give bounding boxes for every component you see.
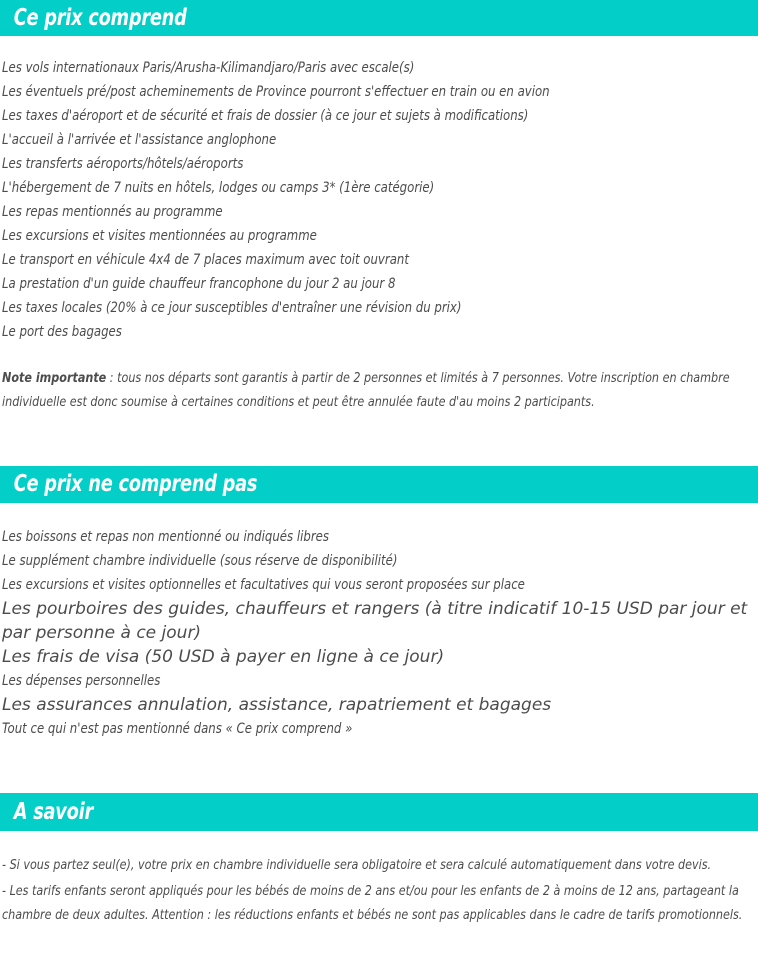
- list-item: Les repas mentionnés au programme: [2, 204, 223, 220]
- section-header-to-know: [0, 793, 758, 831]
- section-title-to-know: A savoir: [13, 798, 93, 825]
- spacer: [0, 503, 758, 525]
- list-item: Les dépenses personnelles: [2, 673, 161, 689]
- paragraph: - Les tarifs enfants seront appliqués pour les bébés de moins de 2 ans et/ou pour les enfants de 2 à moins de 12 ans, partageant la chambre de deux adultes. Attention : les réductions enfants et bébés ne sont pas applicables dans le cadre de tarifs promotionnels.: [2, 883, 743, 923]
- section-title-not-included: Ce prix ne comprend pas: [13, 471, 258, 497]
- list-item: Les frais de visa (50 USD à payer en ligne à ce jour): [2, 647, 445, 667]
- spacer: [2, 344, 750, 366]
- list-item: L'hébergement de 7 nuits en hôtels, lodges ou camps 3* (1ère catégorie): [2, 180, 435, 196]
- list-item: L'accueil à l'arrivée et l'assistance anglophone: [2, 132, 277, 148]
- section-title-included: Ce prix comprend: [13, 4, 187, 31]
- important-note: [2, 366, 749, 414]
- list-item: Le transport en véhicule 4x4 de 7 places maximum avec toit ouvrant: [2, 252, 409, 268]
- list-item: Les boissons et repas non mentionné ou indiqués libres: [2, 529, 329, 545]
- spacer: [0, 414, 758, 466]
- section-body-included: [0, 56, 758, 414]
- section-body-to-know: [0, 853, 758, 927]
- list-item: Les taxes locales (20% à ce jour susceptibles d'entraîner une révision du prix): [2, 300, 462, 316]
- paragraph: - Si vous partez seul(e), votre prix en chambre individuelle sera obligatoire et sera calculé automatiquement dans votre devis.: [2, 857, 712, 873]
- spacer: [0, 741, 758, 793]
- section-header-not-included: [0, 466, 758, 503]
- list-item: Les taxes d'aéroport et de sécurité et frais de dossier (à ce jour et sujets à modifications): [2, 108, 529, 124]
- list-item: Le port des bagages: [2, 324, 122, 340]
- list-item: Le supplément chambre individuelle (sous réserve de disponibilité): [2, 553, 398, 569]
- list-item: Les transferts aéroports/hôtels/aéroports: [2, 156, 244, 172]
- spacer: [0, 36, 758, 56]
- list-item: Tout ce qui n'est pas mentionné dans « Ce prix comprend »: [2, 721, 353, 737]
- list-item: Les pourboires des guides, chauffeurs et rangers (à titre indicatif 10-15 USD par jour et par personne à ce jour): [2, 599, 748, 643]
- spacer: [0, 831, 758, 853]
- list-item: Les assurances annulation, assistance, rapatriement et bagages: [2, 695, 552, 715]
- list-item: La prestation d'un guide chauffeur francophone du jour 2 au jour 8: [2, 276, 396, 292]
- list-item: Les éventuels pré/post acheminements de Province pourront s'effectuer en train ou en avion: [2, 84, 550, 100]
- important-note-label: Note importante: [2, 370, 107, 386]
- list-item: Les excursions et visites mentionnées au programme: [2, 228, 317, 244]
- list-item: Les vols internationaux Paris/Arusha-Kilimandjaro/Paris avec escale(s): [2, 60, 415, 76]
- section-body-not-included: [0, 525, 758, 741]
- important-note-text: : tous nos départs sont garantis à partir de 2 personnes et limités à 7 personnes. Votre inscription en chambre individuelle est donc soumise à certaines conditions et peut être annulée faute d'au moins 2 participants.: [2, 370, 730, 410]
- section-header-included: [0, 0, 758, 36]
- list-item: Les excursions et visites optionnelles et facultatives qui vous seront proposées sur place: [2, 577, 525, 593]
